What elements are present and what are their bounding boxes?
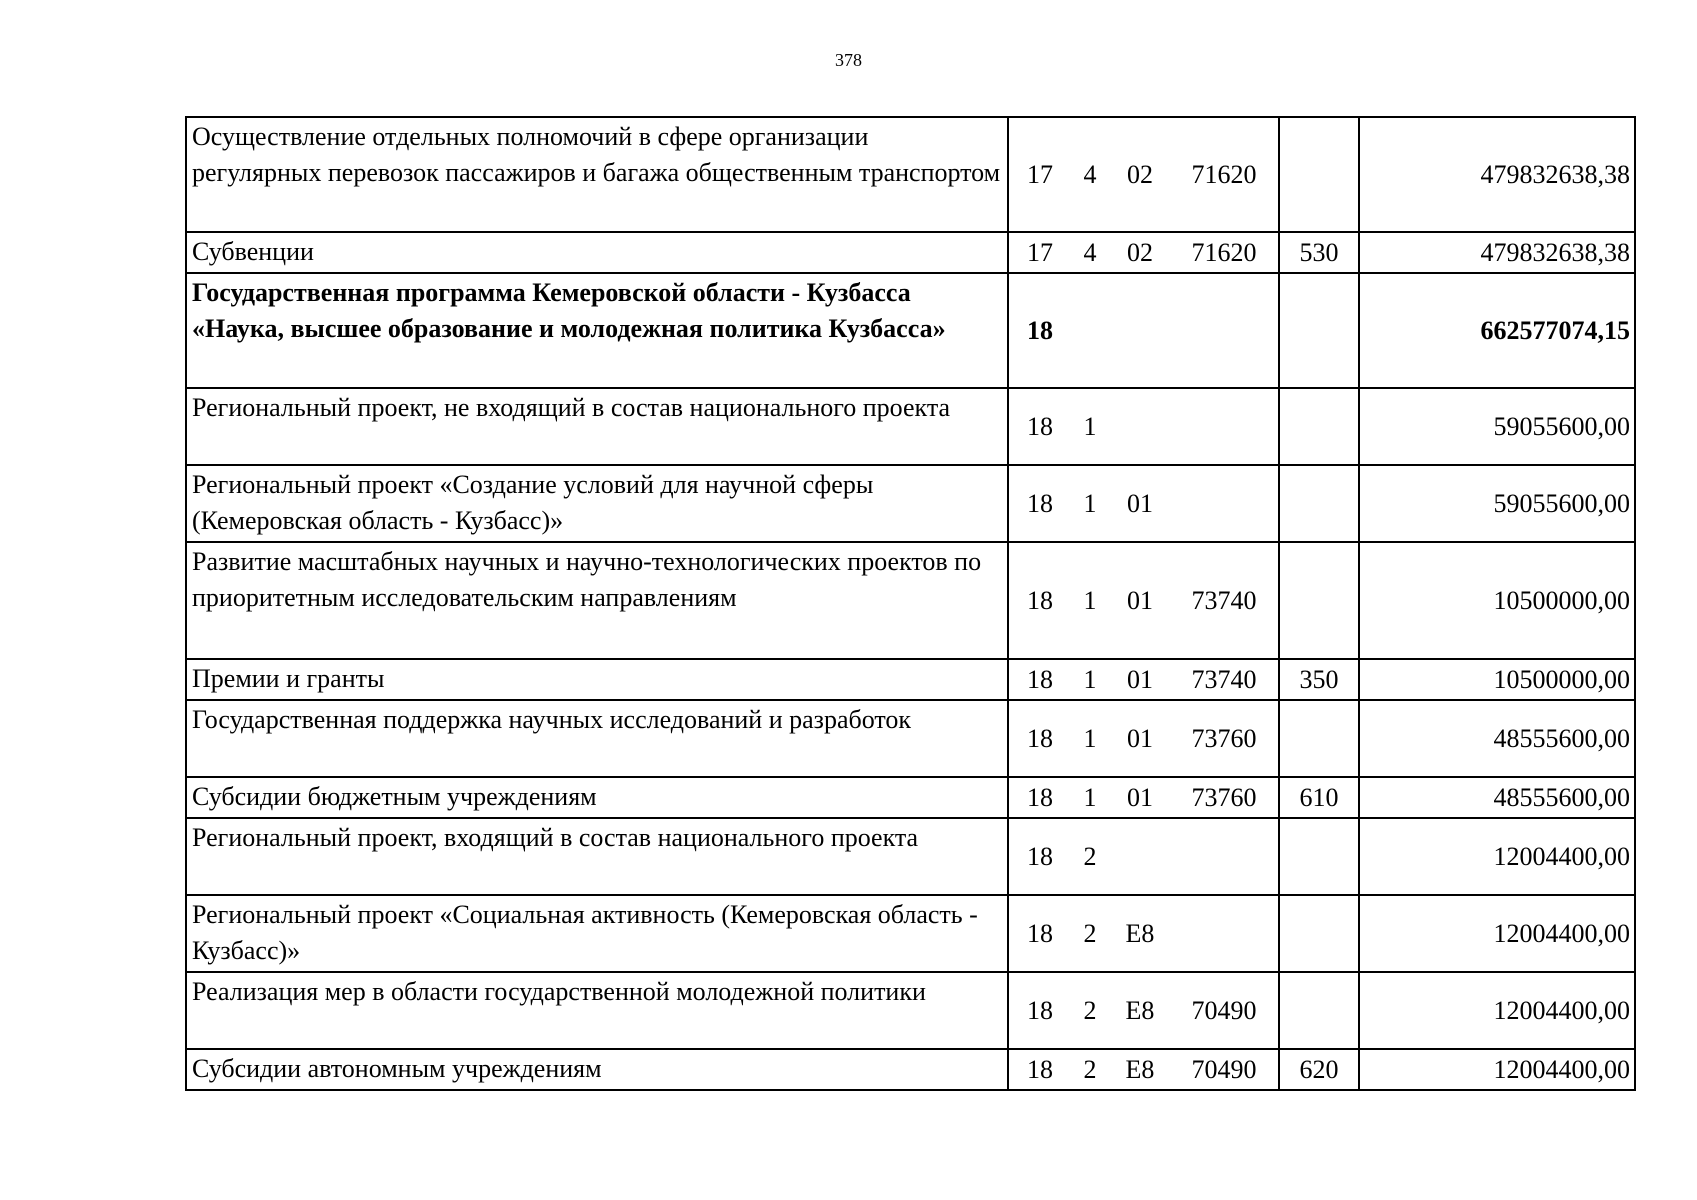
table-row — [186, 895, 1635, 972]
row-code — [1008, 117, 1279, 232]
table-row — [186, 818, 1635, 895]
code-subprogram: 2 — [1083, 918, 1097, 948]
row-code — [1008, 1049, 1279, 1090]
table-row — [186, 232, 1635, 273]
code-subprogram: 1 — [1083, 723, 1097, 753]
budget-table — [185, 116, 1636, 1091]
code-subprogram: 2 — [1083, 995, 1097, 1025]
code-subprogram: 1 — [1083, 782, 1097, 812]
code-subprogram: 2 — [1083, 841, 1097, 871]
code-direction: 71620 — [1191, 237, 1257, 267]
row-code — [1008, 818, 1279, 895]
row-name: Субсидии автономным учреждениям — [186, 1049, 1008, 1090]
code-program: 18 — [1027, 918, 1053, 948]
row-expense-type — [1279, 388, 1359, 465]
row-expense-type — [1279, 542, 1359, 659]
code-direction: 73740 — [1191, 585, 1257, 615]
row-sum: 12004400,00 — [1359, 1049, 1635, 1090]
code-program: 18 — [1027, 782, 1053, 812]
row-code — [1008, 232, 1279, 273]
row-expense-type — [1279, 117, 1359, 232]
row-name: Осуществление отдельных полномочий в сфере организации регулярных перевозок пассажиров и багажа общественным транспортом — [186, 117, 1008, 232]
table-row — [186, 465, 1635, 542]
table-row — [186, 388, 1635, 465]
code-event: 01 — [1127, 488, 1153, 518]
row-name: Государственная программа Кемеровской области - Кузбасса «Наука, высшее образование и молодежная политика Кузбасса» — [186, 273, 1008, 388]
row-expense-type — [1279, 465, 1359, 542]
row-name: Развитие масштабных научных и научно-технологических проектов по приоритетным исследовательским направлениям — [186, 542, 1008, 659]
code-direction: 73740 — [1191, 664, 1257, 694]
code-event: 01 — [1127, 782, 1153, 812]
row-code — [1008, 972, 1279, 1049]
code-subprogram: 1 — [1083, 664, 1097, 694]
code-event: E8 — [1125, 1054, 1155, 1084]
row-name: Государственная поддержка научных исследований и разработок — [186, 700, 1008, 777]
code-program: 18 — [1027, 1054, 1053, 1084]
row-code — [1008, 895, 1279, 972]
table-row — [186, 972, 1635, 1049]
code-direction: 71620 — [1191, 159, 1257, 189]
code-program: 17 — [1027, 159, 1053, 189]
table-row — [186, 117, 1635, 232]
row-expense-type — [1279, 895, 1359, 972]
code-event: 01 — [1127, 723, 1153, 753]
code-program: 18 — [1027, 995, 1053, 1025]
row-sum: 12004400,00 — [1359, 895, 1635, 972]
row-sum: 479832638,38 — [1359, 117, 1635, 232]
page-number: 378 — [835, 50, 862, 70]
code-event: E8 — [1125, 995, 1155, 1025]
row-name: Региональный проект «Социальная активность (Кемеровская область - Кузбасс)» — [186, 895, 1008, 972]
table-row — [186, 700, 1635, 777]
row-code — [1008, 465, 1279, 542]
row-sum: 479832638,38 — [1359, 232, 1635, 273]
row-code — [1008, 777, 1279, 818]
code-program: 18 — [1027, 664, 1053, 694]
table-row — [186, 777, 1635, 818]
code-program: 18 — [1027, 723, 1053, 753]
row-sum: 10500000,00 — [1359, 542, 1635, 659]
row-sum: 12004400,00 — [1359, 972, 1635, 1049]
row-name: Реализация мер в области государственной молодежной политики — [186, 972, 1008, 1049]
row-sum: 59055600,00 — [1359, 465, 1635, 542]
row-expense-type — [1279, 972, 1359, 1049]
row-name: Субсидии бюджетным учреждениям — [186, 777, 1008, 818]
row-sum: 48555600,00 — [1359, 700, 1635, 777]
row-name: Региональный проект «Создание условий для научной сферы (Кемеровская область - Кузбасс)» — [186, 465, 1008, 542]
row-expense-type — [1279, 818, 1359, 895]
code-direction: 73760 — [1191, 782, 1257, 812]
table-row — [186, 1049, 1635, 1090]
row-expense-type: 620 — [1279, 1049, 1359, 1090]
code-program: 18 — [1027, 488, 1053, 518]
code-subprogram: 1 — [1083, 585, 1097, 615]
code-program: 18 — [1027, 411, 1053, 441]
code-direction: 73760 — [1191, 723, 1257, 753]
row-sum: 48555600,00 — [1359, 777, 1635, 818]
row-name: Премии и гранты — [186, 659, 1008, 700]
code-event: E8 — [1125, 918, 1155, 948]
row-code — [1008, 542, 1279, 659]
row-code — [1008, 273, 1279, 388]
row-code — [1008, 388, 1279, 465]
row-expense-type: 530 — [1279, 232, 1359, 273]
row-expense-type: 350 — [1279, 659, 1359, 700]
row-sum: 10500000,00 — [1359, 659, 1635, 700]
row-code — [1008, 700, 1279, 777]
code-event: 01 — [1127, 585, 1153, 615]
code-subprogram: 1 — [1083, 411, 1097, 441]
code-program: 18 — [1027, 841, 1053, 871]
code-program: 18 — [1027, 585, 1053, 615]
table-row — [186, 659, 1635, 700]
code-direction: 70490 — [1191, 1054, 1257, 1084]
code-event: 02 — [1127, 159, 1153, 189]
code-subprogram: 1 — [1083, 488, 1097, 518]
row-expense-type — [1279, 273, 1359, 388]
code-program: 17 — [1027, 237, 1053, 267]
table-row — [186, 273, 1635, 388]
table-row — [186, 542, 1635, 659]
row-name: Региональный проект, входящий в состав национального проекта — [186, 818, 1008, 895]
row-expense-type: 610 — [1279, 777, 1359, 818]
code-program: 18 — [1027, 315, 1053, 345]
row-name: Региональный проект, не входящий в состав национального проекта — [186, 388, 1008, 465]
row-sum: 662577074,15 — [1359, 273, 1635, 388]
code-event: 01 — [1127, 664, 1153, 694]
code-subprogram: 2 — [1083, 1054, 1097, 1084]
row-sum: 12004400,00 — [1359, 818, 1635, 895]
code-direction: 70490 — [1191, 995, 1257, 1025]
row-expense-type — [1279, 700, 1359, 777]
code-subprogram: 4 — [1083, 159, 1097, 189]
code-event: 02 — [1127, 237, 1153, 267]
row-name: Субвенции — [186, 232, 1008, 273]
row-code — [1008, 659, 1279, 700]
code-subprogram: 4 — [1083, 237, 1097, 267]
row-sum: 59055600,00 — [1359, 388, 1635, 465]
